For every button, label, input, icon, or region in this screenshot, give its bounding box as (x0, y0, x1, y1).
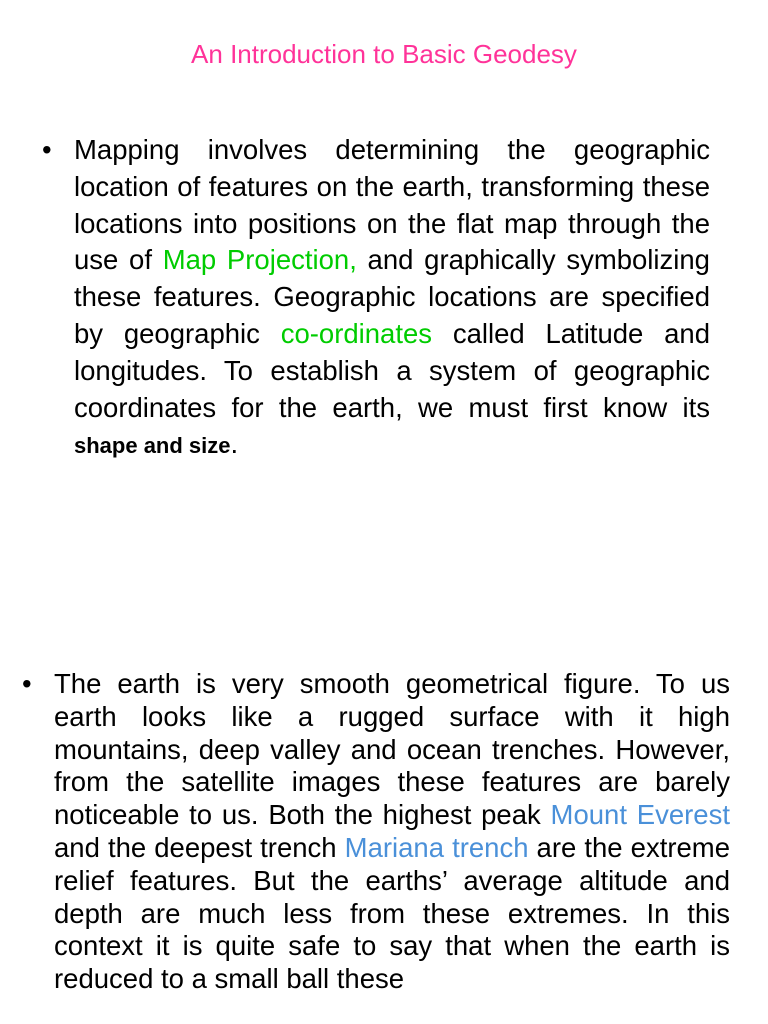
paragraph-text: . (230, 428, 239, 460)
paragraph-text: called Latitude and longitudes. To establish a system of geographic coordinates for the earth, we must first know its (74, 317, 710, 423)
mount-everest-link[interactable]: Mount Everest (550, 799, 730, 831)
bullet: • (22, 668, 32, 699)
coordinates-link[interactable]: co-ordinates (280, 317, 433, 349)
paragraph-text: and graphically symbolizing these features. Geographic locations are specified by geographic (74, 244, 710, 349)
paragraph-mapping (42, 132, 710, 465)
mariana-trench-link[interactable]: Mariana trench (344, 831, 529, 863)
page-title: An Introduction to Basic Geodesy (191, 39, 577, 69)
paragraph-text: are the extreme relief features. But the earths’ average altitude and depth are much less from these extremes. In this context it is quite safe to say that when the earth is reduced to a small ball these (54, 831, 730, 995)
paragraph-text: and the deepest trench (54, 831, 345, 863)
paragraph-earth-shape (22, 668, 730, 996)
paragraph-text: The earth is very smooth geometrical figure. To us earth looks like a rugged surface with it high mountains, deep valley and ocean trenches. However, from the satellite images these features are barely noticeable to us. Both the highest peak (54, 668, 730, 831)
map-projection-link[interactable]: Map Projection, (162, 244, 357, 276)
bullet: • (42, 134, 52, 165)
paragraph-text: Mapping involves determining the geographic location of features on the earth, transforming these locations into positions on the flat map through the use of (74, 134, 710, 276)
shape-and-size-text: shape and size (74, 433, 231, 459)
